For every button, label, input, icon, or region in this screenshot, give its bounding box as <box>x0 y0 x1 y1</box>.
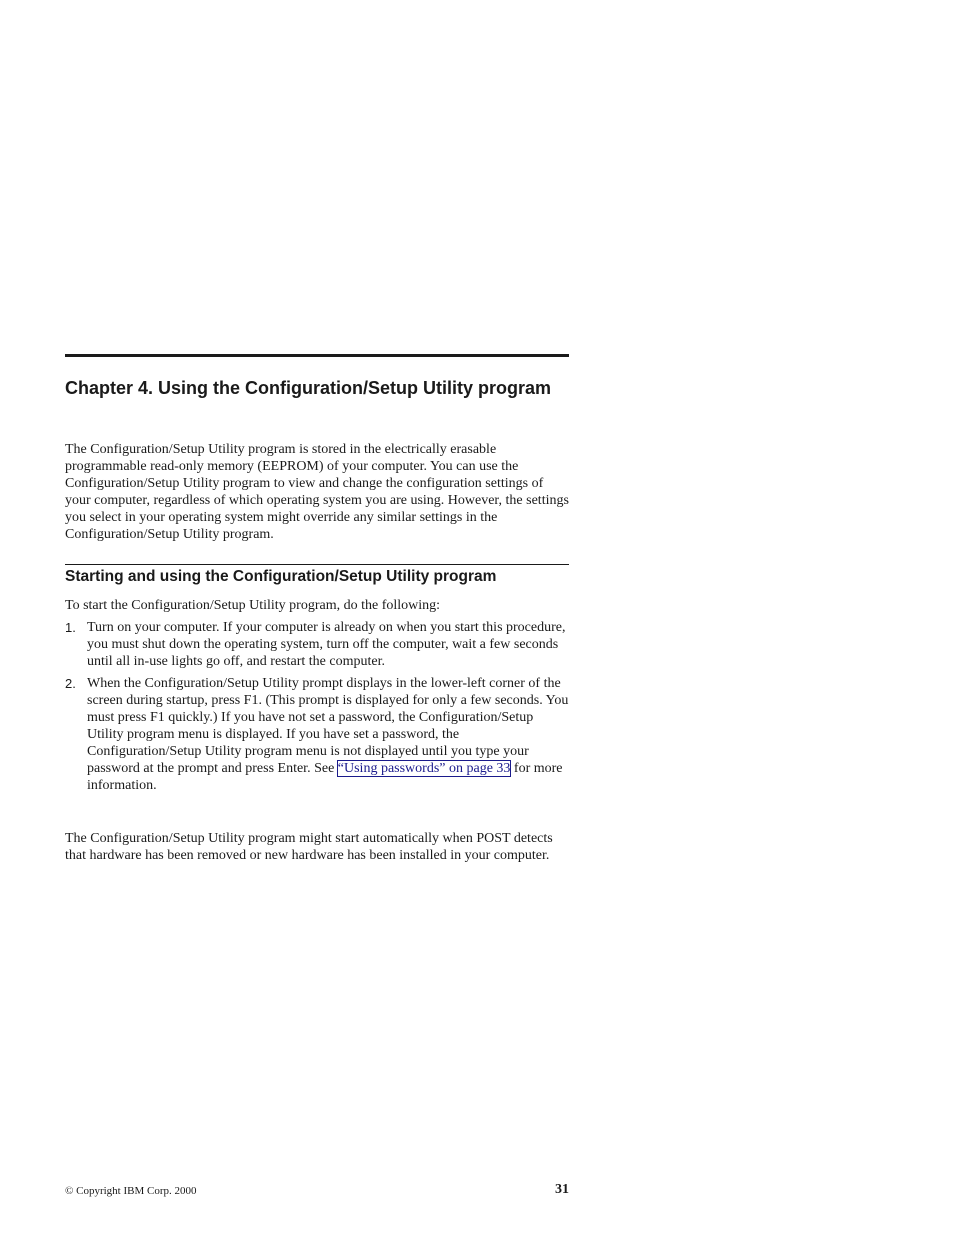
step-text: When the Configuration/Setup Utility prompt displays in the lower-left corner of the screen during startup, press F1. (This prompt is displayed for only a few seconds. You must press F1 quickly.) If you have not set a password, the Configuration/Setup Utility program menu is displayed. If you have set a password, the Configuration/Setup Utility program menu is not displayed until you type your password at the prompt and press Enter. See <box>87 676 569 776</box>
chapter-title: Chapter 4. Using the Configuration/Setup Utility program <box>65 378 552 398</box>
chapter-rule <box>65 354 569 357</box>
page <box>65 0 569 1235</box>
step-item <box>65 675 569 794</box>
using-passwords-link[interactable]: “Using passwords” on page 33 <box>337 761 511 776</box>
step-text: Turn on your computer. If your computer is already on when you start this procedure, you must shut down the operating system, turn off the computer, wait a few seconds until all in-use lights go off, and restart the computer. <box>87 620 566 669</box>
copyright-notice: © Copyright IBM Corp. 2000 <box>65 1185 197 1197</box>
closing-paragraph: The Configuration/Setup Utility program might start automatically when POST detects that hardware has been removed or new hardware has been installed in your computer. <box>65 831 553 863</box>
step-item <box>65 619 569 670</box>
step-text-after: for more information. <box>87 761 563 793</box>
section-lead: To start the Configuration/Setup Utility program, do the following: <box>65 598 441 613</box>
section-title: Starting and using the Configuration/Setup Utility program <box>65 568 497 585</box>
intro-paragraph: The Configuration/Setup Utility program is stored in the electrically erasable programmable read-only memory (EEPROM) of your computer. You can use the Configuration/Setup Utility program to view and change the configuration settings of your computer, regardless of which operating system you are using. However, the settings you select in your operating system might override any similar settings in the Configuration/Setup Utility program. <box>65 442 569 542</box>
step-number: 2. <box>65 676 76 691</box>
step-number: 1. <box>65 620 76 635</box>
page-number: 31 <box>555 1182 569 1197</box>
section-rule <box>65 564 569 565</box>
steps-list <box>65 619 569 799</box>
